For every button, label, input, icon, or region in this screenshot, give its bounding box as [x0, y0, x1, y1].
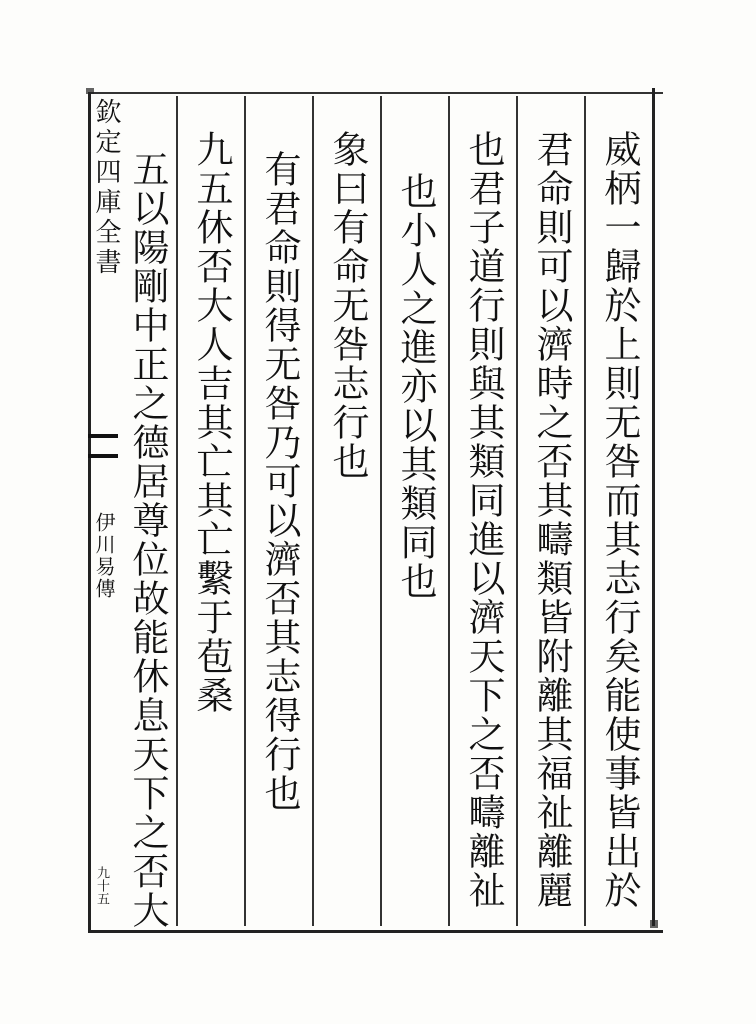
- margin-page-number: 九十五: [94, 866, 109, 905]
- column-rule: [244, 96, 246, 926]
- text-column-1: 威柄一歸於上則无咎而其志行矣能使事皆出於: [598, 130, 641, 910]
- ink-speck: [86, 88, 94, 94]
- ink-speck: [650, 920, 658, 928]
- column-rule: [448, 96, 450, 926]
- center-margin: [88, 92, 121, 928]
- frame-right-border: [652, 88, 655, 926]
- fish-tail-mark: [88, 434, 118, 458]
- column-rule: [516, 96, 518, 926]
- text-column-4: 也小人之進亦以其類同也: [394, 172, 437, 601]
- margin-title: 欽定四庫全書: [91, 98, 121, 278]
- text-column-2: 君命則可以濟時之否其疇類皆附離其福祉離麗: [530, 130, 573, 910]
- text-column-3: 也君子道行則與其類同進以濟天下之否疇離祉: [462, 130, 505, 910]
- margin-book-title: 伊川易傳: [92, 512, 116, 600]
- text-column-5: 象曰有命无咎志行也: [326, 130, 369, 481]
- text-column-8: 五以陽剛中正之德居尊位故能休息天下之否大: [126, 150, 169, 930]
- text-column-6: 有君命則得无咎乃可以濟否其志得行也: [258, 150, 301, 813]
- column-rule: [176, 96, 178, 926]
- column-rule: [584, 96, 586, 926]
- text-column-7: 九五休否大人吉其亡其亡繫于苞桑: [190, 130, 233, 715]
- column-rule: [380, 96, 382, 926]
- column-rule: [312, 96, 314, 926]
